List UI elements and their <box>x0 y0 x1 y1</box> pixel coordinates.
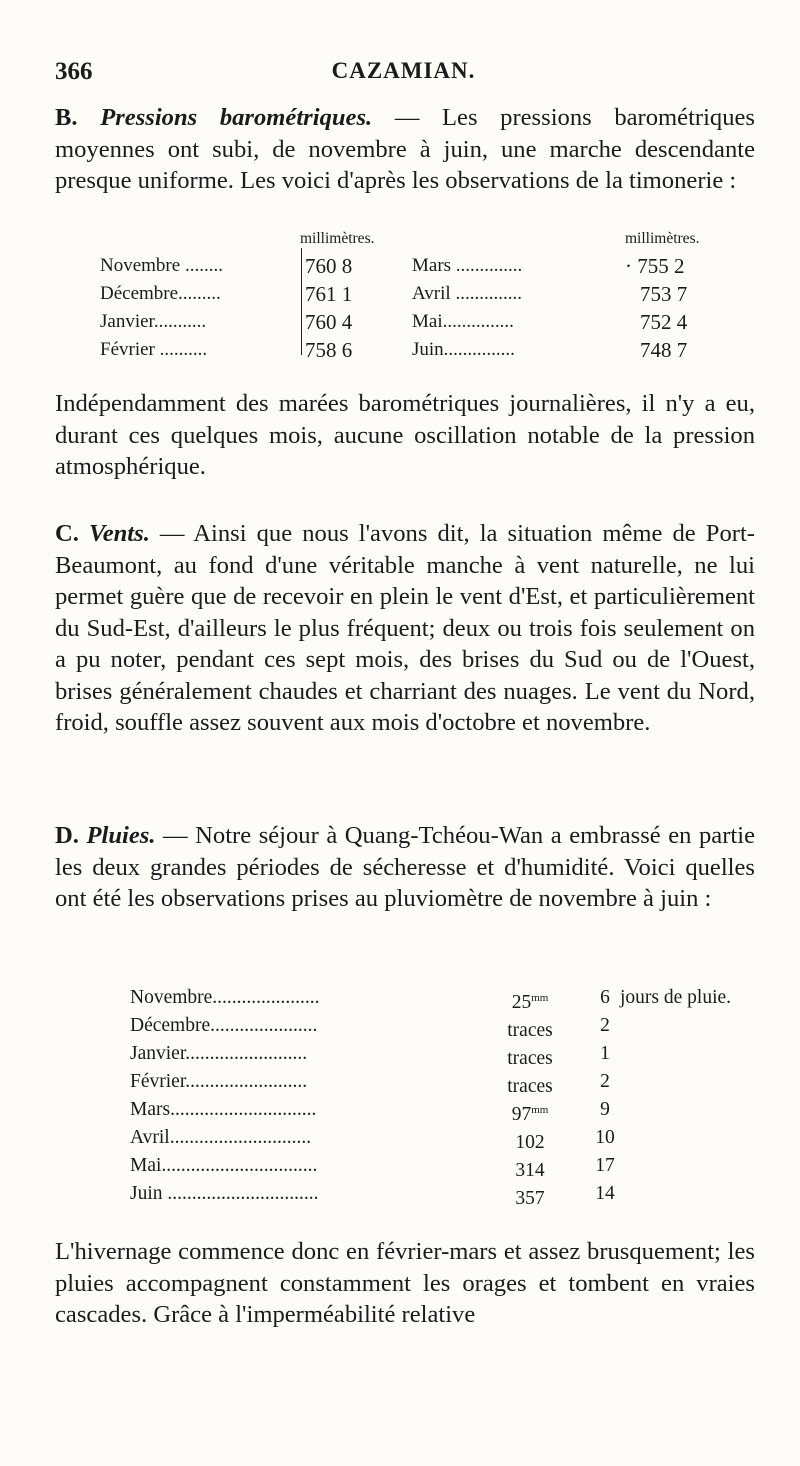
page-number: 366 <box>55 58 93 85</box>
section-c-label: C. <box>55 520 79 547</box>
rain-days: 6 <box>600 987 610 1008</box>
rain-days: 1 <box>600 1043 610 1064</box>
baro-row <box>100 308 400 336</box>
section-b-paragraph <box>55 102 755 197</box>
rainfall-table <box>130 984 770 1214</box>
rain-month: Décembre...................... <box>130 1015 318 1036</box>
rain-days: 2 <box>600 1071 610 1092</box>
baro-month: Novembre ........ <box>100 255 223 276</box>
baro-month: Avril .............. <box>412 283 522 304</box>
rain-amount: 314 <box>515 1160 545 1181</box>
rainfall-row <box>130 984 770 1012</box>
rain-month: Novembre...................... <box>130 987 320 1008</box>
section-c-text: — Ainsi que nous l'avons dit, la situation même de Port-Beaumont, au fond d'une véritable manche à vent naturelle, ne lui permet guère que de recevoir en plein le vent d'Est, et particulièrement du Sud-Est, d'ailleurs le plus fréquent; deux ou trois fois seulement on a pu noter, pendant ces sept mois, des brises du Sud ou de l'Ouest, brises généralement chaudes et charriant des nuages. Le vent du Nord, froid, souffle assez souvent aux mois d'octobre et novembre. <box>55 520 755 736</box>
table-divider <box>301 248 302 355</box>
rainfall-row <box>130 1124 770 1152</box>
rainfall-row <box>130 1180 770 1208</box>
rain-days: 17 <box>595 1155 615 1176</box>
baro-month: Décembre......... <box>100 283 221 304</box>
rain-amount: $97^{mm}$ <box>511 1104 549 1125</box>
baro-value: 748 7 <box>640 338 688 362</box>
section-b-title: Pressions barométriques. <box>100 104 373 131</box>
running-header <box>55 58 752 90</box>
rain-days: 2 <box>600 1015 610 1036</box>
baro-row <box>412 336 732 364</box>
section-b-label: B. <box>55 104 78 131</box>
section-d-title: Pluies. <box>86 822 156 849</box>
baro-month: Janvier........... <box>100 311 207 332</box>
rain-amount: $25^{mm}$ <box>511 992 549 1013</box>
baro-value: 761 1 <box>305 282 353 306</box>
section-d-label: D. <box>55 822 79 849</box>
rain-month: Juin ............................... <box>130 1183 319 1204</box>
baro-value: 760 4 <box>305 310 353 334</box>
rain-days: 10 <box>595 1127 615 1148</box>
rain-month: Mai................................ <box>130 1155 318 1176</box>
baro-row <box>412 252 732 280</box>
baro-value: 752 4 <box>640 310 688 334</box>
baro-value: 758 6 <box>305 338 353 362</box>
rain-month: Mars.............................. <box>130 1099 317 1120</box>
rainfall-row <box>130 1012 770 1040</box>
baro-value: 760 8 <box>305 254 353 278</box>
rain-amount: traces <box>507 1048 553 1069</box>
running-title: CAZAMIAN. <box>331 58 476 83</box>
baro-row <box>412 280 732 308</box>
baro-row <box>100 336 400 364</box>
rainfall-row <box>130 1040 770 1068</box>
rainfall-row <box>130 1152 770 1180</box>
rainfall-row <box>130 1096 770 1124</box>
baro-month: Février .......... <box>100 339 208 360</box>
barometric-table <box>100 230 740 360</box>
section-d-paragraph <box>55 820 755 915</box>
rain-amount: traces <box>507 1020 553 1041</box>
section-d-text: — Notre séjour à Quang-Tchéou-Wan a embrassé en partie les deux grandes périodes de sécheresse et d'humidité. Voici quelles ont été les observations prises au pluviomètre de novembre à juin : <box>55 822 755 912</box>
rain-month: Avril............................. <box>130 1127 312 1148</box>
baro-value: · 755 2 <box>625 254 685 278</box>
rain-amount: 357 <box>515 1188 545 1209</box>
rainfall-row <box>130 1068 770 1096</box>
baro-value: 753 7 <box>640 282 688 306</box>
baro-row <box>100 252 400 280</box>
section-b-text: — Les pressions barométriques moyennes ont subi, de novembre à juin, une marche descendante presque uniforme. Les voici d'après les observations de la timonerie : <box>55 104 755 194</box>
rain-amount: 102 <box>515 1132 545 1153</box>
section-c-title: Vents. <box>89 520 150 547</box>
paragraph-oscillation: Indépendamment des marées barométriques journalières, il n'y a eu, durant ces quelques mois, aucune oscillation notable de la pression atmosphérique. <box>55 390 755 480</box>
baro-month: Mai............... <box>412 311 514 332</box>
rain-days: 14 <box>595 1183 615 1204</box>
section-c-paragraph <box>55 518 755 739</box>
rain-month: Février......................... <box>130 1071 308 1092</box>
rain-note: jours de pluie. <box>620 987 732 1008</box>
unit-right: millimètres. <box>625 230 700 247</box>
baro-month: Mars .............. <box>412 255 523 276</box>
rain-month: Janvier......................... <box>130 1043 308 1064</box>
paragraph-hivernage: L'hivernage commence donc en février-mars et assez brusquement; les pluies accompagnent constamment les orages et tombent en vraies cascades. Grâce à l'imperméabilité relative <box>55 1238 755 1328</box>
rain-amount: traces <box>507 1076 553 1097</box>
unit-left: millimètres. <box>300 230 375 247</box>
rain-days: 9 <box>600 1099 610 1120</box>
baro-row <box>412 308 732 336</box>
baro-row <box>100 280 400 308</box>
baro-month: Juin............... <box>412 339 515 360</box>
